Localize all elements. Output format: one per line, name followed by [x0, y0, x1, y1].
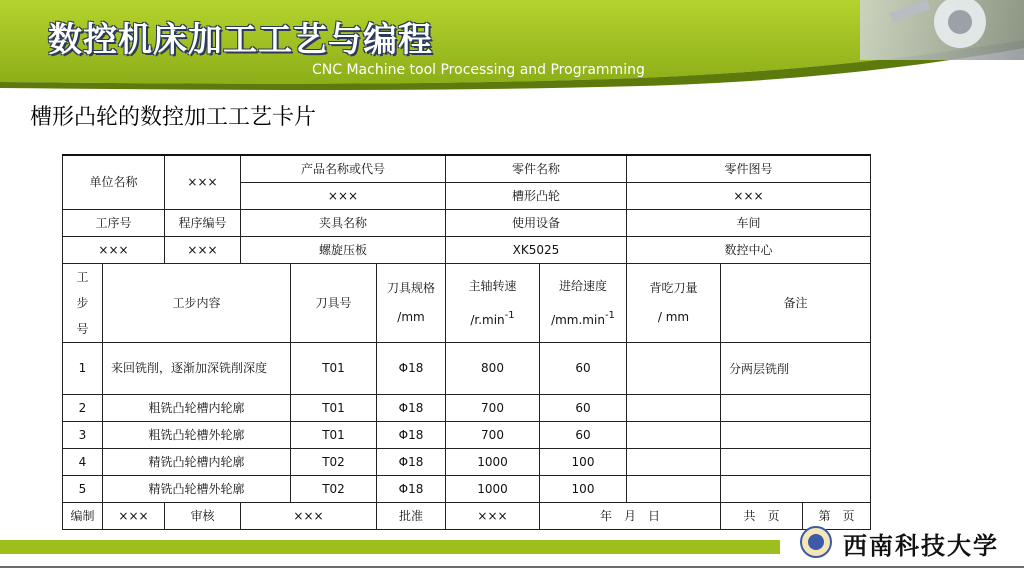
depth-unit: / mm [657, 310, 690, 324]
tool-spec-label: 刀具规格 [386, 281, 435, 295]
remark [721, 422, 871, 449]
step-no: 5 [63, 476, 103, 503]
remark-header: 备注 [721, 264, 871, 343]
university-logo-icon [800, 526, 832, 558]
review-value: ××× [241, 503, 377, 530]
tool-no: T02 [291, 476, 377, 503]
tool-spec: Φ18 [377, 449, 446, 476]
page-no: 第 页 [803, 503, 871, 530]
fixture-value: 螺旋压板 [241, 237, 446, 264]
cut-depth [627, 476, 721, 503]
remark: 分两层铣削 [721, 343, 871, 395]
feed-rate: 100 [540, 476, 627, 503]
step-no-char: 工 [76, 270, 89, 284]
step-no: 1 [63, 343, 103, 395]
spindle-label: 主轴转速 [468, 278, 517, 293]
tool-spec: Φ18 [377, 476, 446, 503]
cut-depth [627, 343, 721, 395]
part-drawing-value: ××× [627, 183, 871, 210]
remark [721, 395, 871, 422]
spindle-speed: 700 [446, 395, 540, 422]
cut-depth [627, 395, 721, 422]
header-banner [0, 0, 1024, 92]
feed-rate: 60 [540, 395, 627, 422]
approve-value: ××× [446, 503, 540, 530]
spindle-speed: 700 [446, 422, 540, 449]
depth-header [627, 264, 721, 343]
tool-no: T01 [291, 422, 377, 449]
feed-rate: 60 [540, 343, 627, 395]
spindle-header [446, 264, 540, 343]
table-row [63, 422, 871, 449]
feed-unit: /mm.min [551, 312, 605, 327]
spindle-speed: 1000 [446, 476, 540, 503]
compiled-value: ××× [103, 503, 165, 530]
part-name-value: 槽形凸轮 [446, 183, 627, 210]
table-row [63, 449, 871, 476]
workshop-label: 车间 [627, 210, 871, 237]
signature-row [63, 503, 871, 530]
process-no-label: 工序号 [63, 210, 165, 237]
step-content: 粗铣凸轮槽内轮廓 [103, 395, 291, 422]
page-title: 槽形凸轮的数控加工工艺卡片 [30, 105, 317, 130]
feed-label: 进给速度 [558, 278, 607, 293]
step-content-header: 工步内容 [103, 264, 291, 343]
step-no-char: 号 [76, 322, 89, 336]
spindle-speed: 800 [446, 343, 540, 395]
step-content: 精铣凸轮槽内轮廓 [103, 449, 291, 476]
step-no: 3 [63, 422, 103, 449]
step-no-char: 步 [76, 296, 89, 310]
program-no-value: ××× [165, 237, 241, 264]
step-content: 粗铣凸轮槽外轮廓 [103, 422, 291, 449]
tool-no: T02 [291, 449, 377, 476]
spindle-unit: /r.min [470, 312, 505, 327]
compiled-label: 编制 [63, 503, 103, 530]
spindle-unit-exponent: -1 [504, 309, 515, 321]
tool-spec-header [377, 264, 446, 343]
feed-unit-exponent: -1 [604, 309, 615, 321]
step-content: 来回铣削，逐渐加深铣削深度 [103, 343, 291, 395]
university-name: 西南科技大学 [843, 531, 999, 560]
tool-no: T01 [291, 395, 377, 422]
equipment-value: XK5025 [446, 237, 627, 264]
course-title: 数控机床加工工艺与编程 [48, 20, 433, 60]
tool-spec: Φ18 [377, 395, 446, 422]
course-subtitle: CNC Machine tool Processing and Programming [312, 62, 645, 78]
tool-spec: Φ18 [377, 422, 446, 449]
review-label: 审核 [165, 503, 241, 530]
part-drawing-label: 零件图号 [627, 155, 871, 183]
date-field: 年 月 日 [540, 503, 721, 530]
program-no-label: 程序编号 [165, 210, 241, 237]
process-no-value: ××× [63, 237, 165, 264]
tool-spec: Φ18 [377, 343, 446, 395]
remark [721, 476, 871, 503]
workshop-value: 数控中心 [627, 237, 871, 264]
tool-no-header: 刀具号 [291, 264, 377, 343]
table-row [63, 395, 871, 422]
footer-bar [0, 540, 780, 554]
equipment-label: 使用设备 [446, 210, 627, 237]
tool-no: T01 [291, 343, 377, 395]
footer-divider [0, 566, 1024, 568]
part-name-label: 零件名称 [446, 155, 627, 183]
tool-spec-unit: /mm [397, 310, 425, 324]
step-no: 4 [63, 449, 103, 476]
step-no: 2 [63, 395, 103, 422]
table-row [63, 343, 871, 395]
remark [721, 449, 871, 476]
feed-rate: 60 [540, 422, 627, 449]
unit-name-label: 单位名称 [63, 155, 165, 210]
product-label: 产品名称或代号 [241, 155, 446, 183]
spindle-speed: 1000 [446, 449, 540, 476]
process-card-table [62, 154, 871, 530]
feed-rate: 100 [540, 449, 627, 476]
feed-header [540, 264, 627, 343]
total-pages: 共 页 [721, 503, 803, 530]
approve-label: 批准 [377, 503, 446, 530]
table-row [63, 476, 871, 503]
fixture-label: 夹具名称 [241, 210, 446, 237]
unit-name-value: ××× [165, 155, 241, 210]
step-no-header [63, 264, 103, 343]
product-value: ××× [241, 183, 446, 210]
cut-depth [627, 449, 721, 476]
step-content: 精铣凸轮槽外轮廓 [103, 476, 291, 503]
cut-depth [627, 422, 721, 449]
depth-label: 背吃刀量 [649, 281, 698, 295]
